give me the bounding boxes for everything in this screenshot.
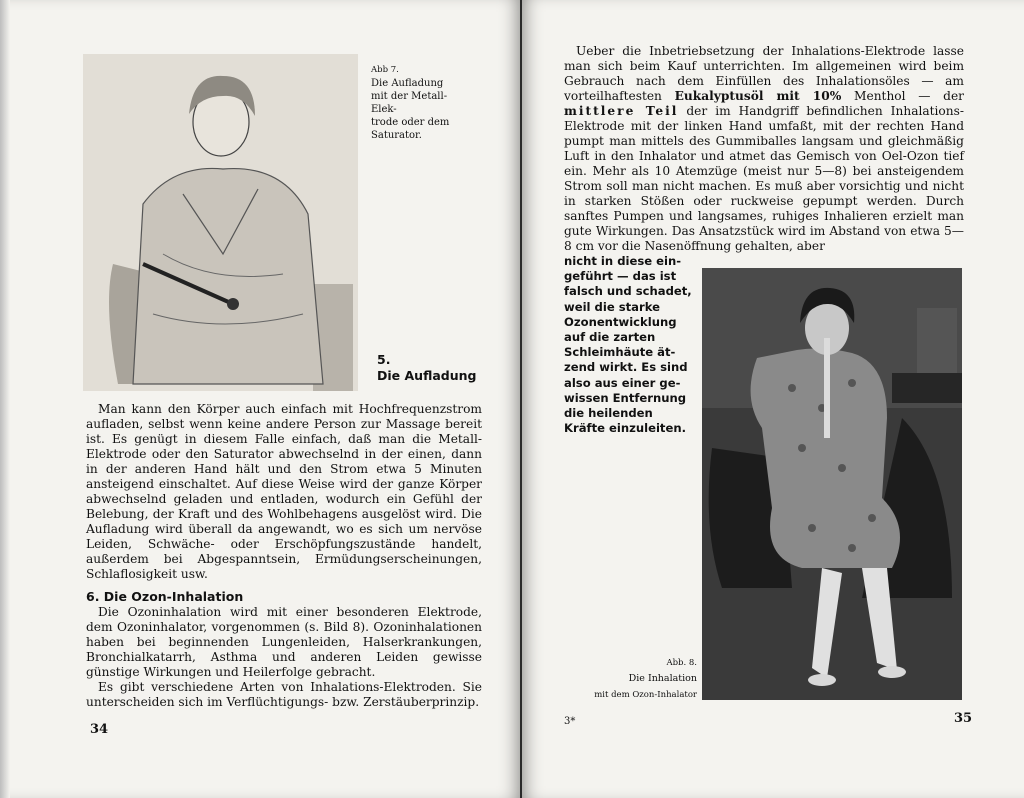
section-6-heading: 6. Die Ozon-Inhalation <box>86 589 244 604</box>
figure-7-label: Abb 7. <box>371 65 399 75</box>
figure-8-photo <box>702 268 962 700</box>
figure-8-caption <box>562 655 697 703</box>
figure-7-caption-line: mit der Metall-Elek- <box>371 91 448 115</box>
warning-line: zend wirkt. Es sind <box>564 360 688 375</box>
warning-line: auf die zarten <box>564 330 656 345</box>
section-5-paragraph: Man kann den Körper auch einfach mit Hochfrequenzstrom aufladen, selbst wenn keine andere Person zur Massage bereit ist. Es genügt in diesem Falle einfach, daß man die Metall-Elektrode oder den Saturator abwechselnd in der einen, dann in der anderen Hand hält und den Strom etwa 5 Minuten ansteigend einschaltet. Auf diese Weise wird der ganze Körper abwechselnd geladen und entladen, wodurch ein Gefühl der Belebung, der Kraft und des Wohlbehagens ausgelöst wird. Die Aufladung wird überall da angewandt, wo es sich um nervöse Leiden, Schwäche- oder Erschöpfungszustände handelt, außerdem bei Abgespanntsein, Ermüdungserscheinungen, Schlaflosigkeit usw. <box>86 402 482 581</box>
signature-mark: 3* <box>564 716 576 727</box>
figure-7-caption-line: Die Aufladung <box>371 78 444 89</box>
warning-line: geführt — das ist <box>564 269 677 284</box>
warning-line: Ozonentwicklung <box>564 314 677 329</box>
page-edge <box>0 0 10 798</box>
warning-line: falsch und schadet, <box>564 284 692 299</box>
section-5-number: 5. <box>377 352 391 367</box>
warning-line: Kräfte einzuleiten. <box>564 421 686 436</box>
warning-line: Schleimhäute ät- <box>564 345 676 360</box>
paragraph-text: der im Handgriff befindlichen Inhalations-Elektrode mit der linken Hand umfaßt, mit der rechten Hand pumpt man mittels des Gummiballes langsam und gleichmäßig Luft in den Inhalator und atmet das Gemisch von Oel-Ozon tief ein. Mehr als 10 Atemzüge (meist nur 5—8) bei ansteigendem Strom soll man nicht machen. Es muß aber vorsichtig und nicht in starken Stößen oder ruckweise gepumpt werden. Durch sanftes Pumpen und langsames, ruhiges Inhalieren erzielt man gute Wirkungen. Das Ansatzstück wird im Abstand von etwa 5—8 cm vor die Nasenöffnung gehalten, aber <box>564 104 964 253</box>
warning-line: nicht in diese ein- <box>564 254 682 268</box>
page-number-right: 35 <box>954 711 973 726</box>
warning-column <box>564 254 694 436</box>
woman-inhaling-photo <box>702 268 962 700</box>
emphasis-eucalyptus: Eukalyptusöl mit 10% <box>674 89 842 103</box>
figure-7-caption-line: trode oder dem <box>371 117 450 128</box>
figure-8-label: Abb. 8. <box>666 658 697 668</box>
emphasis-middle-part: mittlere Teil <box>564 104 679 118</box>
warning-line: weil die starke <box>564 299 660 314</box>
section-5-heading <box>377 352 476 384</box>
figure-8-caption-line: Die Inhalation <box>628 673 697 684</box>
figure-7-illustration <box>83 54 358 391</box>
warning-line: wissen Entfernung <box>564 390 687 405</box>
figure-7-caption <box>371 64 471 142</box>
paragraph-text: Menthol — der <box>841 89 964 103</box>
paragraph-text: Ueber die Inbetriebsetzung der Inhalations-Elektrode lasse man sich beim Kauf unterrichten. Im allgemeinen wird beim Gebrauch nach dem Einfüllen des Inhalationsöles — am vorteilhaftesten <box>564 44 964 103</box>
figure-8-caption-line: mit dem Ozon-Inhalator <box>594 690 697 700</box>
page-number-left: 34 <box>90 722 109 737</box>
warning-line: also aus einer ge- <box>564 375 681 390</box>
inhalation-paragraph <box>564 44 964 254</box>
warning-line: die heilenden <box>564 406 653 421</box>
section-6-paragraph-2: Es gibt verschiedene Arten von Inhalations-Elektroden. Sie unterscheiden sich im Verflüchtigungs- bzw. Zerstäuberprinzip. <box>86 680 482 709</box>
figure-7-caption-line: Saturator. <box>371 130 422 141</box>
right-page <box>522 0 1024 798</box>
section-5-title: Die Aufladung <box>377 368 477 383</box>
section-6-paragraph-1: Die Ozoninhalation wird mit einer besonderen Elektrode, dem Ozoninhalator, vorgenommen (s. Bild 8). Ozoninhalationen haben bei beginnenden Lungenleiden, Halserkrankungen, Bronchialkatarrh, Asthma und anderen Leiden gewisse günstige Wirkungen und Heilerfolge gebracht. <box>86 605 482 679</box>
seated-woman-drawing <box>83 54 358 391</box>
